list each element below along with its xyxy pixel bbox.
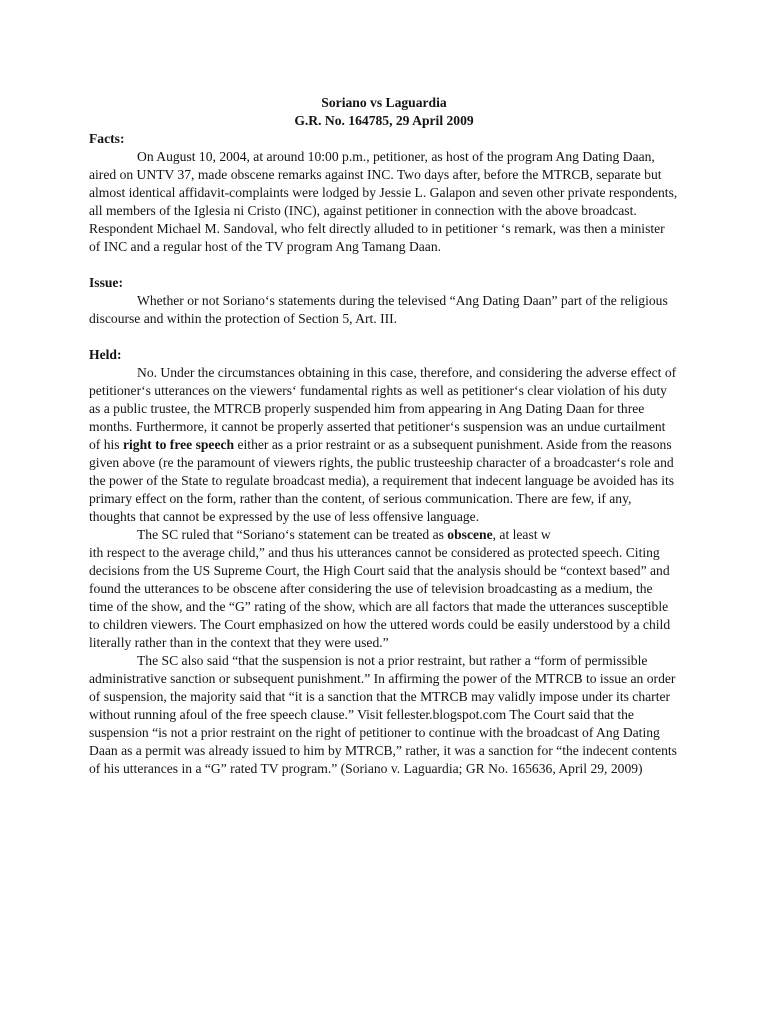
held-p2-text-c: ith respect to the average child,” and thus his utterances cannot be considered as protected speech. Citing decisions from the US Supreme Court, the High Court said that the analysis should be “context based” and found the utterances to be obscene after considering the use of television broadcasting as a medium, the time of the show, and the “G” rating of the show, which are all factors that made the utterances susceptible to children viewers. The Court emphasized on how the uttered words could be easily understood by a child literally rather than in the context that they were used.”: [89, 545, 671, 650]
issue-paragraph: Whether or not Soriano‘s statements during the televised “Ang Dating Daan” part of the religious discourse and within the protection of Section 5, Art. III.: [89, 293, 668, 326]
case-digest: [89, 94, 679, 778]
held-paragraph-3: The SC also said “that the suspension is not a prior restraint, but rather a “form of permissible administrative sanction or subsequent punishment.” In affirming the power of the MTRCB to issue an order of suspension, the majority said that “it is a sanction that the MTRCB may validly impose under its charter without running afoul of the free speech clause.” Visit fellester.blogspot.com The Court said that the suspension “is not a prior restraint on the right of petitioner to continue with the broadcast of Ang Dating Daan as a permit was already issued to him by MTRCB,” rather, it was a sanction for “the indecent contents of his utterances in a “G” rated TV program.” (Soriano v. Laguardia; GR No. 165636, April 29, 2009): [89, 653, 677, 776]
held-p2-bold: obscene: [447, 527, 493, 542]
facts-paragraph: On August 10, 2004, at around 10:00 p.m., petitioner, as host of the program Ang Dating Daan, aired on UNTV 37, made obscene remarks against INC. Two days after, before the MTRCB, separate but almost identical affidavit-complaints were lodged by Jessie L. Galapon and seven other private respondents, all members of the Iglesia ni Cristo (INC), against petitioner in connection with the above broadcast. Respondent Michael M. Sandoval, who felt directly alluded to in petitioner ‘s remark, was then a minister of INC and a regular host of the TV program Ang Tamang Daan.: [89, 149, 678, 254]
case-citation: G.R. No. 164785, 29 April 2009: [294, 113, 474, 128]
held-p2-text-a: The SC ruled that “Soriano‘s statement can be treated as: [137, 527, 448, 542]
held-paragraph-1: [89, 364, 679, 526]
issue-heading: Issue:: [89, 275, 123, 290]
held-p1-text-b: either as a prior restraint or as a subsequent punishment. Aside from the reasons given above (re the paramount of viewers rights, the public trusteeship character of a broadcaster‘s role and the power of the State to regulate broadcast media), a requirement that indecent language be avoided has its primary effect on the form, rather than the content, of serious communication. There are few, if any, thoughts that cannot be expressed by the use of less offensive language.: [89, 437, 675, 524]
held-p2-text-b: , at least w: [492, 527, 551, 542]
held-p1-bold: right to free speech: [122, 437, 235, 452]
held-heading: Held:: [89, 347, 122, 362]
held-p1-text-a: No. Under the circumstances obtaining in this case, therefore, and considering the adverse effect of petitioner‘s utterances on the viewers‘ fundamental rights as well as petitioner‘s clear violation of his duty as a public trustee, the MTRCB properly suspended him from appearing in Ang Dating Daan for three months. Furthermore, it cannot be properly asserted that petitioner‘s suspension was an undue curtailment of his: [89, 365, 677, 452]
case-title: Soriano vs Laguardia: [321, 95, 447, 110]
held-paragraph-2: [89, 526, 679, 652]
section-spacer: [89, 256, 679, 274]
section-spacer: [89, 328, 679, 346]
facts-heading: Facts:: [89, 131, 125, 146]
